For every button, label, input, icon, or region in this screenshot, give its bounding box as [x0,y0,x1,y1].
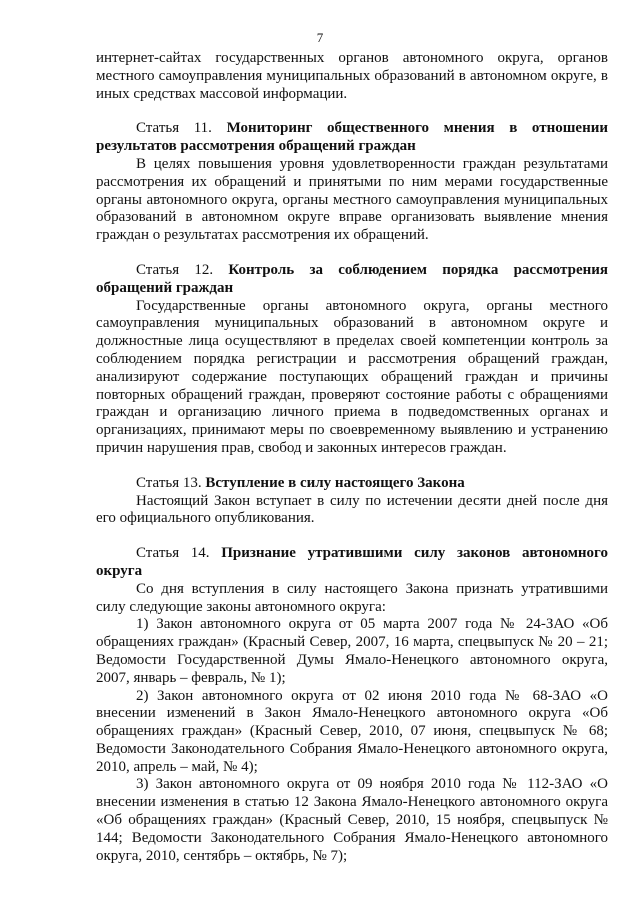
list-item: 3) Закон автономного округа от 09 ноября 2010 года № 112-ЗАО «О внесении изменения в статью 12 Закона Ямало-Ненецкого автономного округа «Об обращениях граждан» (Красный Север, 2010, 15 ноября, спецвыпуск № 144; Ведомости Законодательного Собрания Ямало-Ненецкого автономного округа, 2010, сентябрь – октябрь, № 7); [96,776,608,864]
intro-paragraph: интернет-сайтах государственных органов автономного округа, органов местного самоуправления муниципальных образований в автономном округе, в иных средствах массовой информации. [96,50,608,102]
article-paragraph: В целях повышения уровня удовлетворенности граждан результатами рассмотрения их обращений и принятыми по ним мерами государственные органы автономного округа, органы местного самоуправления муниципальных образований в автономном округе вправе организовать выявление мнения граждан о результатах рассмотрения их обращений. [96,155,608,244]
article-title: Контроль за соблюдением порядка рассмотрения обращений граждан [96,261,609,296]
article-label: Статья 12. [136,261,214,278]
article-title: Вступление в силу настоящего Закона [205,474,465,491]
article-paragraph: Государственные органы автономного округа, органы местного самоуправления муниципальных образований в автономном округе и должностные лица осуществляют в пределах своей компетенции контроль за соблюдением порядка регистрации и рассмотрения обращений граждан, анализируют содержание поступающих обращений граждан и причины повторных обращений граждан, проверяют состояние работы с обращениями граждан и организацию личного приема в подведомственных органах и организациях, принимают меры по своевременному выявлению и устранению причин нарушения прав, свобод и законных интересов граждан. [96,297,608,456]
article-heading [96,475,608,493]
article-label: Статья 13. [136,474,202,491]
article-14 [96,545,608,865]
page-number: 7 [316,30,324,45]
article-11 [96,120,608,245]
list-item: 2) Закон автономного округа от 02 июня 2010 года № 68-ЗАО «О внесении изменений в Закон Ямало-Ненецкого автономного округа «Об обращениях граждан» (Красный Север, 2010, 07 июня, спецвыпуск № 68; Ведомости Законодательного Собрания Ямало-Ненецкого автономного округа, 2010, апрель – май, № 4); [96,687,608,775]
article-paragraph: Со дня вступления в силу настоящего Закона признать утратившими силу следующие законы автономного округа: [96,580,608,615]
article-label: Статья 11. [136,120,212,137]
article-heading [96,545,608,581]
document-body [96,50,608,865]
article-heading [96,120,608,156]
article-12 [96,262,608,458]
article-paragraph: Настоящий Закон вступает в силу по истечении десяти дней после дня его официального опубликования. [96,492,608,527]
list-item: 1) Закон автономного округа от 05 марта 2007 года № 24-ЗАО «Об обращениях граждан» (Красный Север, 2007, 16 марта, спецвыпуск № 20 – 21; Ведомости Государственной Думы Ямало-Ненецкого автономного округа, 2007, январь – февраль, № 1); [96,616,608,686]
article-title: Признание утратившими силу законов автономного округа [96,545,608,579]
article-13 [96,475,608,528]
article-heading [96,262,608,298]
article-label: Статья 14. [136,545,210,562]
article-title: Мониторинг общественного мнения в отношении результатов рассмотрения обращений граждан [96,120,608,155]
